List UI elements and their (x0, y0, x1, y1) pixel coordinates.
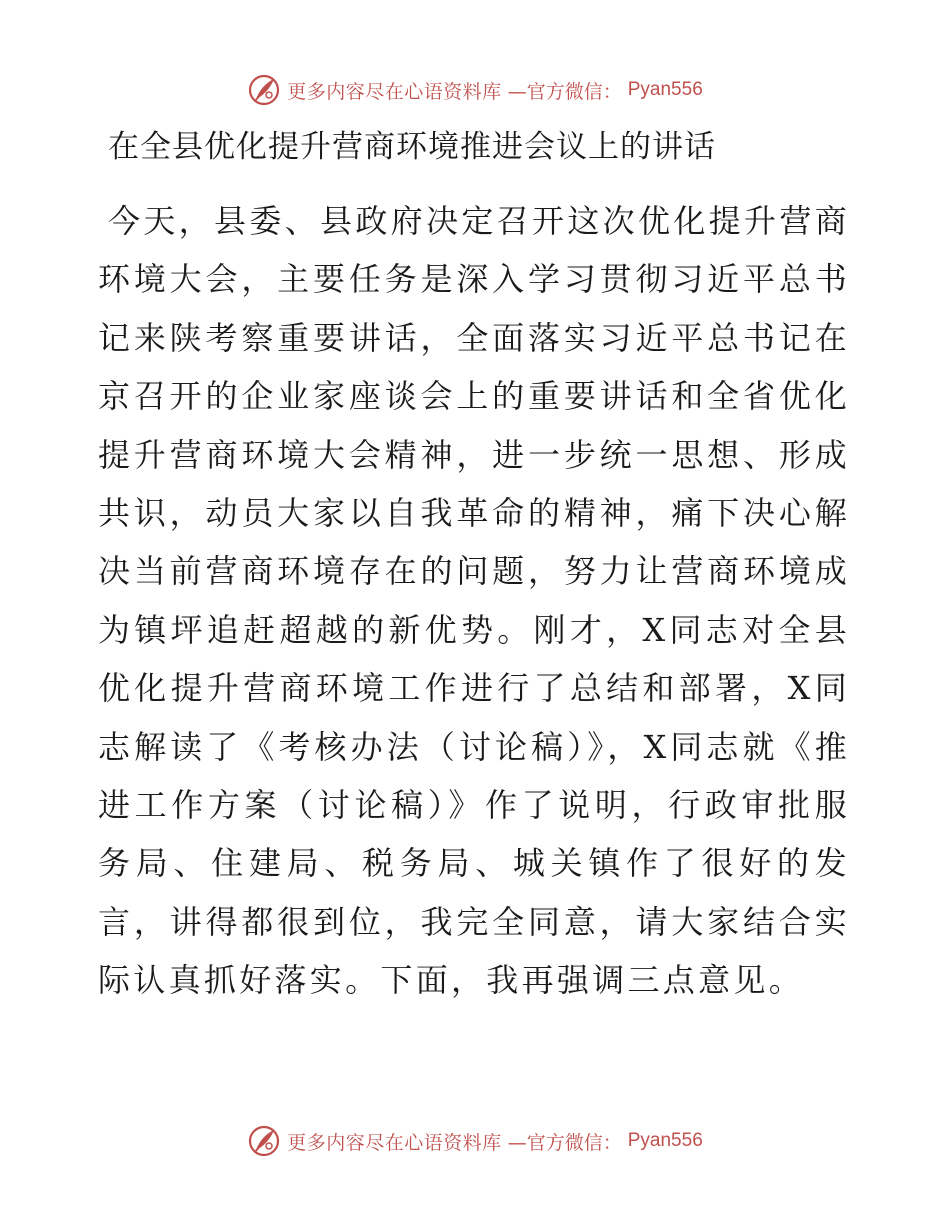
watermark-wechat-id: Pyan556 (627, 79, 703, 100)
watermark-text: 更多内容尽在心语资料库 (287, 80, 502, 103)
watermark-separator: —官方微信： (507, 80, 622, 103)
watermark-separator: —官方微信： (507, 1131, 622, 1154)
document-paragraph: 今天，县委、县政府决定召开这次优化提升营商环境大会，主要任务是深入学习贯彻习近平总书记来陕考察重要讲话，全面落实习近平总书记在京召开的企业家座谈会上的重要讲话和全省优化提升营商环境大会精神，进一步统一思想、形成共识，动员大家以自我革命的精神，痛下决心解决当前营商环境存在的问题，努力让营商环境成为镇坪追赶超越的新优势。刚才，X同志对全县优化提升营商环境工作进行了总结和部署，X同志解读了《考核办法（讨论稿）》，X同志就《推进工作方案（讨论稿）》作了说明，行政审批服务局、住建局、税务局、城关镇作了很好的发言，讲得都很到位，我完全同意，请大家结合实际认真抓好落实。下面，我再强调三点意见。 (98, 202, 850, 1000)
document-title: 在全县优化提升营商环境推进会议上的讲话 (108, 129, 716, 165)
feather-pen-icon (247, 1124, 281, 1158)
header-watermark (0, 70, 950, 110)
feather-pen-icon (247, 73, 281, 107)
watermark-wechat-id: Pyan556 (627, 1130, 703, 1151)
watermark-text: 更多内容尽在心语资料库 (287, 1131, 502, 1154)
footer-watermark (0, 1121, 950, 1161)
